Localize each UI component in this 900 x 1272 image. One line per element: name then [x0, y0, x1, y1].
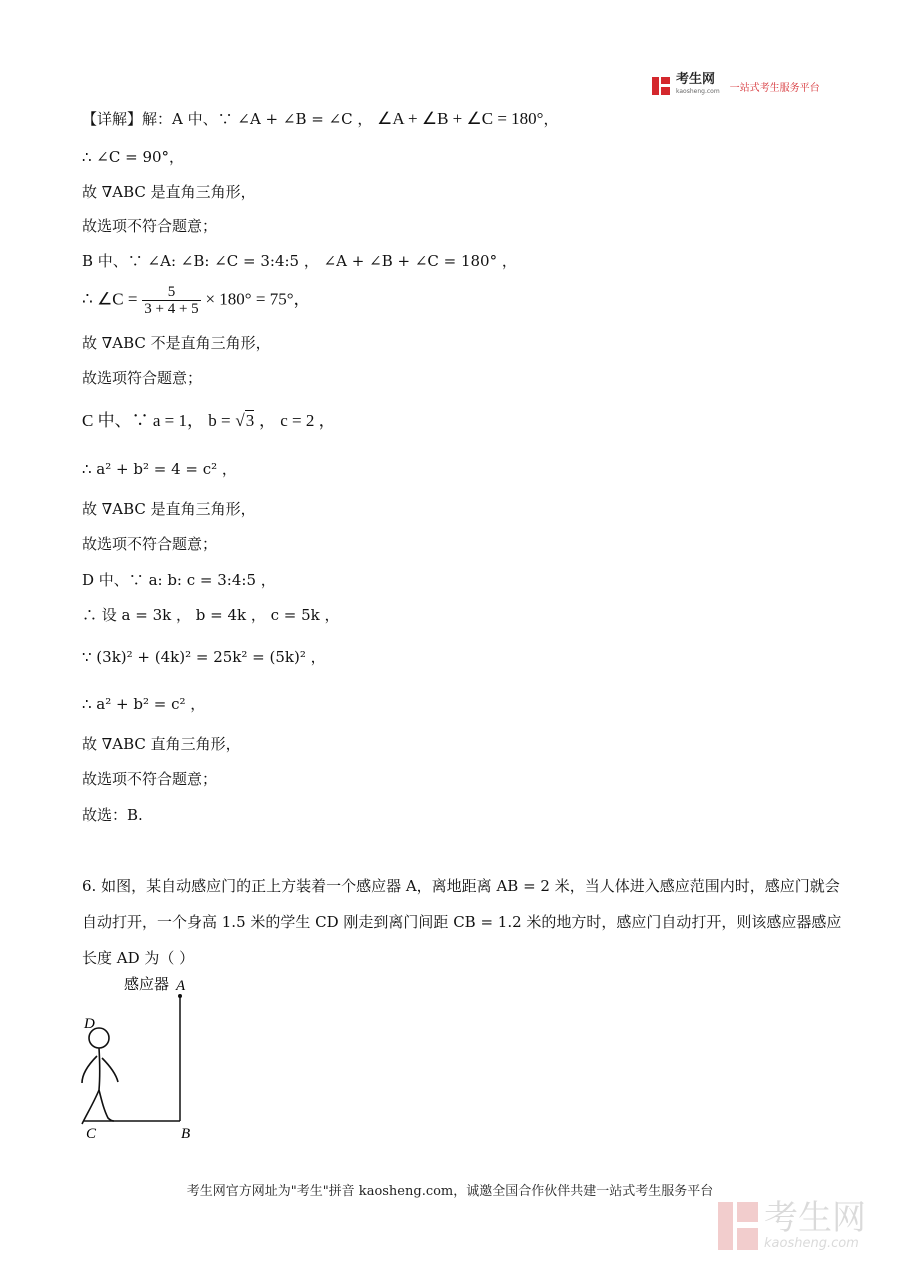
solution-line-19: 故选：B.: [82, 806, 143, 824]
solution-line-16: ∴ a² + b² = c² ，: [82, 695, 206, 713]
watermark-domain: kaosheng.com: [764, 1236, 859, 1251]
door-sensor-diagram: [70, 970, 220, 1145]
line-6-suffix: × 180° = 75°，: [205, 289, 311, 309]
solution-line-7: 故 ∇ABC 不是直角三角形，: [82, 334, 271, 352]
watermark-brand: 考生网: [764, 1198, 866, 1238]
sqrt-value: 3: [245, 411, 255, 430]
line-9-prefix: C 中、∵ a = 1， b =: [82, 411, 231, 430]
question-6: 6. 如图，某自动感应门的正上方装着一个感应器 A，离地距离 AB = 2 米，当人体进入感应范围内时，感应门就会自动打开，一个身高 1.5 米的学生 CD 刚走到离门间距 CB = 1.2 米的地方时，感应门自动打开，则该感应器感应长度 AD 为（ ）: [82, 877, 842, 967]
solution-line-4: 故选项不符合题意；: [82, 217, 218, 235]
fraction-numerator: 5: [142, 284, 200, 301]
line-9-suffix: ， c = 2 ，: [258, 411, 336, 430]
line-1-text: 【详解】解：A 中、∵ ∠A + ∠B = ∠C ，: [82, 110, 373, 128]
header-logo: [652, 74, 820, 98]
line-1-math: ∠A + ∠B + ∠C = 180°: [377, 109, 544, 128]
point-a-label: A: [176, 978, 186, 994]
watermark-logo-icon: [718, 1202, 758, 1250]
question-6-figure: [70, 970, 220, 1149]
solution-line-8: 故选项符合题意；: [82, 369, 203, 387]
kaosheng-logo-icon: [652, 77, 670, 95]
solution-line-6: [82, 284, 311, 317]
solution-line-18: 故选项不符合题意；: [82, 770, 218, 788]
fraction: [142, 284, 200, 317]
line-1-post: ，: [543, 110, 559, 128]
solution-line-11: 故 ∇ABC 是直角三角形，: [82, 500, 256, 518]
solution-line-17: 故 ∇ABC 直角三角形，: [82, 735, 241, 753]
sensor-label: 感应器: [124, 975, 170, 993]
solution-line-14: ∴ 设 a = 3k ， b = 4k ， c = 5k ，: [82, 606, 340, 624]
point-d-label: D: [84, 1016, 95, 1032]
solution-line-1: [82, 108, 559, 130]
header-brand: [676, 74, 720, 98]
brand-name: 考生网: [676, 72, 716, 87]
point-c-label: C: [86, 1126, 97, 1142]
solution-line-2: ∴ ∠C = 90°，: [82, 148, 185, 166]
point-b-label: B: [181, 1126, 191, 1142]
fraction-denominator: 3 + 4 + 5: [144, 301, 199, 317]
solution-line-15: ∵ (3k)² + (4k)² = 25k² = (5k)² ，: [82, 648, 326, 666]
brand-domain: kaosheng.com: [676, 88, 720, 95]
solution-line-5: B 中、∵ ∠A: ∠B: ∠C = 3:4:5 ， ∠A + ∠B + ∠C = 180° ，: [82, 252, 517, 270]
solution-line-3: 故 ∇ABC 是直角三角形，: [82, 183, 256, 201]
solution-line-10: ∴ a² + b² = 4 = c² ，: [82, 460, 237, 478]
student-figure: [82, 1028, 118, 1124]
line-6-prefix: ∴ ∠C =: [82, 289, 138, 309]
watermark: [718, 1200, 866, 1251]
header-slogan: 一站式考生服务平台: [729, 82, 820, 94]
solution-line-12: 故选项不符合题意；: [82, 535, 218, 553]
page-footer: 考生网官方网址为"考生"拼音 kaosheng.com，诚邀全国合作伙伴共建一站式考生服务平台: [186, 1184, 714, 1199]
solution-line-13: D 中、∵ a: b: c = 3:4:5 ，: [82, 571, 276, 589]
solution-line-9: C 中、∵ a = 1， b = √3 ， c = 2 ，: [82, 411, 336, 430]
